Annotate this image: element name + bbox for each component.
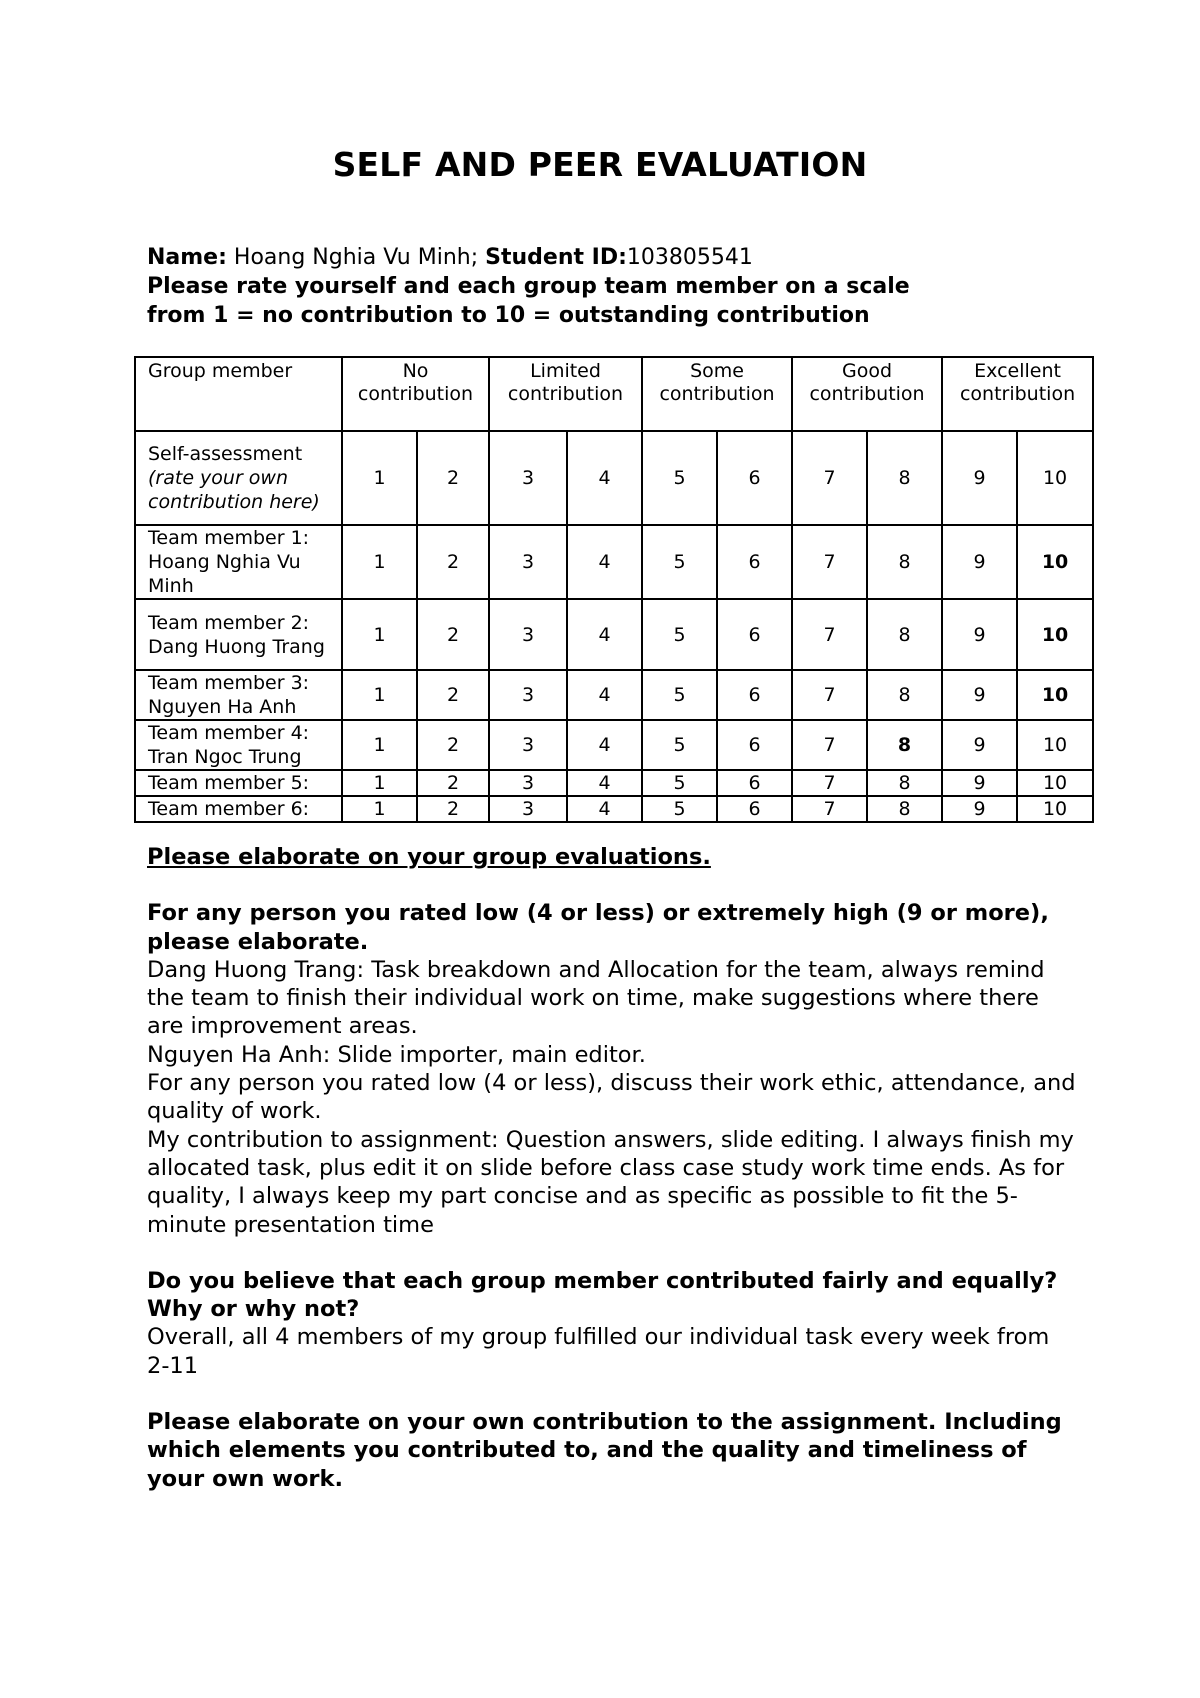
evaluation-table	[134, 356, 1094, 823]
score-cell-6[interactable]: 6	[717, 525, 792, 599]
score-cell-1[interactable]: 1	[342, 796, 417, 822]
row-label-line1: Team member 4:	[148, 722, 310, 744]
intro-block	[147, 243, 1047, 330]
score-cell-4[interactable]: 4	[567, 525, 642, 599]
instruction-line-1: Please rate yourself and each group team member on a scale	[147, 274, 910, 299]
score-cell-2[interactable]: 2	[417, 770, 489, 796]
score-cell-10[interactable]: 10	[1017, 770, 1093, 796]
score-cell-4[interactable]: 4	[567, 670, 642, 720]
score-cell-3[interactable]: 3	[489, 525, 567, 599]
row-label-line2: Nguyen Ha Anh	[148, 696, 297, 718]
answer-paragraph-3[interactable]: For any person you rated low (4 or less), discuss their work ethic, attendance, and quality of work.	[147, 1070, 1076, 1125]
table-row-self-assessment	[135, 431, 1093, 525]
score-cell-7[interactable]: 7	[792, 796, 867, 822]
table-row-team-member-6	[135, 796, 1093, 822]
score-cell-6[interactable]: 6	[717, 770, 792, 796]
header-excellent-contribution: Excellent contribution	[942, 357, 1093, 431]
name-value: Hoang Nghia Vu Minh;	[226, 245, 486, 270]
question-own-contribution: Please elaborate on your own contribution to the assignment. Including which elements you contributed to, and the quality and timeliness of your own work.	[147, 1409, 1062, 1492]
score-cell-4[interactable]: 4	[567, 770, 642, 796]
score-cell-6[interactable]: 6	[717, 796, 792, 822]
score-cell-3[interactable]: 3	[489, 431, 567, 525]
score-cell-5[interactable]: 5	[642, 796, 717, 822]
score-cell-1[interactable]: 1	[342, 770, 417, 796]
score-cell-2[interactable]: 2	[417, 599, 489, 670]
row-label	[135, 670, 342, 720]
score-cell-7[interactable]: 7	[792, 770, 867, 796]
score-cell-9[interactable]: 9	[942, 525, 1017, 599]
score-cell-6[interactable]: 6	[717, 670, 792, 720]
row-label-line1: Team member 3:	[148, 672, 310, 694]
score-cell-2[interactable]: 2	[417, 796, 489, 822]
elaboration-section	[147, 843, 1077, 1493]
score-cell-8[interactable]: 8	[867, 770, 942, 796]
row-label-line2: Hoang Nghia Vu Minh	[148, 551, 301, 597]
answer-paragraph-2[interactable]: Nguyen Ha Anh: Slide importer, main editor.	[147, 1041, 646, 1068]
score-cell-2[interactable]: 2	[417, 670, 489, 720]
table-header-row	[135, 357, 1093, 431]
score-cell-8[interactable]: 8	[867, 599, 942, 670]
score-cell-7[interactable]: 7	[792, 431, 867, 525]
score-cell-7[interactable]: 7	[792, 720, 867, 770]
score-cell-2[interactable]: 2	[417, 431, 489, 525]
score-cell-6[interactable]: 6	[717, 431, 792, 525]
table-row-team-member-1	[135, 525, 1093, 599]
score-cell-1[interactable]: 1	[342, 431, 417, 525]
table-row-team-member-5	[135, 770, 1093, 796]
score-cell-9[interactable]: 9	[942, 770, 1017, 796]
question-high-low-ratings: For any person you rated low (4 or less) or extremely high (9 or more), please elaborate.	[147, 900, 1049, 955]
header-some-contribution: Some contribution	[642, 357, 792, 431]
score-cell-5[interactable]: 5	[642, 431, 717, 525]
score-cell-9[interactable]: 9	[942, 720, 1017, 770]
header-good-contribution: Good contribution	[792, 357, 942, 431]
score-cell-1[interactable]: 1	[342, 599, 417, 670]
row-label: Team member 6:	[135, 796, 342, 822]
row-label-line2: Tran Ngoc Trung	[148, 746, 302, 768]
score-cell-1[interactable]: 1	[342, 670, 417, 720]
score-cell-3[interactable]: 3	[489, 670, 567, 720]
answer-fair-contribution[interactable]: Overall, all 4 members of my group fulfilled our individual task every week from 2-11	[147, 1324, 1050, 1379]
row-label	[135, 525, 342, 599]
question-fair-contribution: Do you believe that each group member contributed fairly and equally? Why or why not?	[147, 1267, 1058, 1323]
answer-paragraph-1[interactable]: Dang Huong Trang: Task breakdown and Allocation for the team, always remind the team to finish their individual work on time, make suggestions where there are improvement areas.	[147, 956, 1045, 1040]
score-cell-1[interactable]: 1	[342, 525, 417, 599]
header-group-member: Group member	[135, 357, 342, 431]
answer-paragraph-4[interactable]: My contribution to assignment: Question answers, slide editing. I always finish my allocated task, plus edit it on slide before class case study work time ends. As for quality, I always keep my part concise and as specific as possible to fit the 5-minute presentation time	[147, 1126, 1074, 1238]
row-label: Team member 5:	[135, 770, 342, 796]
score-cell-10[interactable]: 10	[1017, 720, 1093, 770]
score-cell-4[interactable]: 4	[567, 599, 642, 670]
instruction-line-2: from 1 = no contribution to 10 = outstanding contribution	[147, 303, 870, 328]
row-label-line2: (rate your own contribution here)	[148, 467, 320, 513]
score-cell-7[interactable]: 7	[792, 525, 867, 599]
score-cell-8[interactable]: 8	[867, 796, 942, 822]
score-cell-5[interactable]: 5	[642, 525, 717, 599]
score-cell-1[interactable]: 1	[342, 720, 417, 770]
score-cell-7[interactable]: 7	[792, 670, 867, 720]
name-line	[147, 243, 1047, 272]
elaborate-heading: Please elaborate on your group evaluations.	[147, 844, 711, 870]
table-row-team-member-4	[135, 720, 1093, 770]
score-cell-4[interactable]: 4	[567, 720, 642, 770]
row-label-line2: Dang Huong Trang	[148, 635, 325, 658]
score-cell-3[interactable]: 3	[489, 720, 567, 770]
score-cell-3[interactable]: 3	[489, 599, 567, 670]
score-cell-9[interactable]: 9	[942, 599, 1017, 670]
score-cell-10-selected[interactable]: 10	[1017, 599, 1093, 670]
row-label	[135, 720, 342, 770]
student-id-value: 103805541	[626, 245, 753, 270]
row-label	[135, 431, 342, 525]
header-no-contribution: No contribution	[342, 357, 489, 431]
score-cell-2[interactable]: 2	[417, 525, 489, 599]
score-cell-5[interactable]: 5	[642, 770, 717, 796]
row-label-line1: Team member 1:	[148, 527, 310, 549]
score-cell-6[interactable]: 6	[717, 599, 792, 670]
score-cell-10-selected[interactable]: 10	[1017, 525, 1093, 599]
table-row-team-member-2	[135, 599, 1093, 670]
name-label: Name:	[147, 245, 227, 270]
score-cell-9[interactable]: 9	[942, 431, 1017, 525]
score-cell-10-selected[interactable]: 10	[1017, 670, 1093, 720]
score-cell-8[interactable]: 8	[867, 670, 942, 720]
score-cell-2[interactable]: 2	[417, 720, 489, 770]
score-cell-10[interactable]: 10	[1017, 796, 1093, 822]
row-label-line1: Team member 2:	[148, 611, 310, 634]
header-limited-contribution: Limited contribution	[489, 357, 642, 431]
score-cell-4[interactable]: 4	[567, 431, 642, 525]
score-cell-10[interactable]: 10	[1017, 431, 1093, 525]
score-cell-5[interactable]: 5	[642, 670, 717, 720]
table-row-team-member-3	[135, 670, 1093, 720]
score-cell-9[interactable]: 9	[942, 796, 1017, 822]
score-cell-8[interactable]: 8	[867, 431, 942, 525]
page-title: SELF AND PEER EVALUATION	[332, 145, 868, 184]
score-cell-3[interactable]: 3	[489, 796, 567, 822]
score-cell-5[interactable]: 5	[642, 599, 717, 670]
score-cell-4[interactable]: 4	[567, 796, 642, 822]
score-cell-9[interactable]: 9	[942, 670, 1017, 720]
score-cell-7[interactable]: 7	[792, 599, 867, 670]
score-cell-6[interactable]: 6	[717, 720, 792, 770]
score-cell-3[interactable]: 3	[489, 770, 567, 796]
score-cell-8[interactable]: 8	[867, 525, 942, 599]
student-id-label: Student ID:	[485, 245, 627, 270]
score-cell-5[interactable]: 5	[642, 720, 717, 770]
score-cell-8-selected[interactable]: 8	[867, 720, 942, 770]
row-label-line1: Self-assessment	[148, 443, 303, 465]
row-label	[135, 599, 342, 670]
